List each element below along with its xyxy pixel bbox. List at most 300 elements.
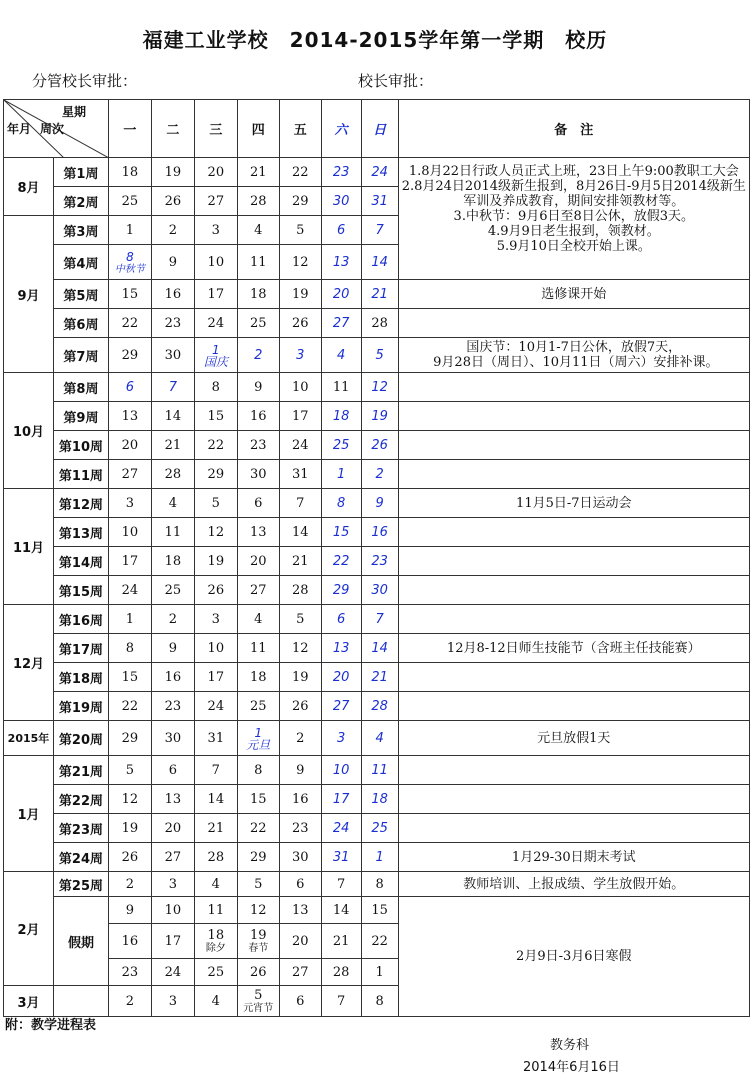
table-row (4, 309, 750, 338)
day-cell: 9 (151, 634, 194, 663)
day-cell: 18 (108, 158, 151, 187)
day-cell: 24 (361, 158, 398, 187)
day-cell: 1 (108, 605, 151, 634)
day-cell: 27 (194, 187, 237, 216)
note-cell: 1.8月22日行政人员正式上班，23日上午9:00教职工大会 2.8月24日2014级新生报到，8月26日-9月5日2014级新生军训及养成教育，期间安排领教材等。 3.中秋节：9月6日至8日公休，放假3天。 4.9月9日老生报到，领教材。 5.9月10日全校开始上课。 (398, 158, 749, 280)
day-cell: 10 (108, 518, 151, 547)
month-nov: 11月 (4, 489, 54, 605)
day-cell: 2 (237, 338, 279, 373)
school-calendar-table (3, 99, 750, 1017)
day-cell: 6 (237, 489, 279, 518)
day-cell: 17 (108, 547, 151, 576)
day-cell: 6 (108, 373, 151, 402)
table-row (4, 547, 750, 576)
day-cell: 25 (151, 576, 194, 605)
week-label: 第9周 (53, 402, 108, 431)
header-day-6: 六 (321, 100, 361, 158)
day-cell: 4 (361, 721, 398, 756)
day-cell: 19 (279, 663, 321, 692)
table-row (4, 663, 750, 692)
table-row (4, 814, 750, 843)
day-cell: 3 (194, 605, 237, 634)
week-label: 第19周 (53, 692, 108, 721)
day-cell: 20 (321, 280, 361, 309)
day-cell: 20 (237, 547, 279, 576)
day-cell-holiday (237, 986, 279, 1017)
note-cell (398, 373, 749, 402)
header-notes: 备 注 (398, 100, 749, 158)
day-cell: 26 (108, 843, 151, 872)
day-cell: 5 (237, 872, 279, 897)
vice-principal-approval: 分管校长审批： (32, 72, 138, 90)
note-cell (398, 663, 749, 692)
week-label: 第20周 (53, 721, 108, 756)
day-cell: 2 (279, 721, 321, 756)
day-cell: 28 (279, 576, 321, 605)
day-cell: 11 (237, 634, 279, 663)
day-cell: 16 (361, 518, 398, 547)
day-cell: 23 (108, 959, 151, 986)
table-row (4, 431, 750, 460)
day-cell: 22 (237, 814, 279, 843)
day-cell: 24 (321, 814, 361, 843)
day-cell: 24 (108, 576, 151, 605)
day-cell: 28 (361, 309, 398, 338)
day-cell: 27 (279, 959, 321, 986)
day-cell: 4 (237, 605, 279, 634)
day-cell-holiday (108, 245, 151, 280)
day-cell: 17 (151, 924, 194, 959)
week-label: 第1周 (53, 158, 108, 187)
day-cell: 21 (321, 924, 361, 959)
week-label: 第17周 (53, 634, 108, 663)
header-day-4: 四 (237, 100, 279, 158)
day-cell: 23 (151, 692, 194, 721)
week-label: 第3周 (53, 216, 108, 245)
day-cell: 30 (151, 721, 194, 756)
day-cell: 9 (237, 373, 279, 402)
day-cell: 6 (321, 216, 361, 245)
day-cell: 15 (108, 280, 151, 309)
day-cell: 2 (108, 986, 151, 1017)
day-cell: 19 (361, 402, 398, 431)
day-cell: 7 (361, 216, 398, 245)
attachment-note: 附：教学进程表 (5, 1018, 97, 1033)
day-cell: 28 (237, 187, 279, 216)
day-cell: 11 (151, 518, 194, 547)
day-cell: 18 (321, 402, 361, 431)
day-cell: 17 (194, 280, 237, 309)
note-cell (398, 756, 749, 785)
day-cell: 22 (361, 924, 398, 959)
note-cell (398, 576, 749, 605)
day-cell: 23 (321, 158, 361, 187)
day-cell: 30 (361, 576, 398, 605)
day-cell: 21 (237, 158, 279, 187)
day-cell-holiday (237, 924, 279, 959)
day-cell: 6 (279, 872, 321, 897)
day-cell: 7 (321, 872, 361, 897)
week-label: 第10周 (53, 431, 108, 460)
day-cell: 4 (321, 338, 361, 373)
table-row (4, 756, 750, 785)
day-cell: 29 (237, 843, 279, 872)
day-cell: 27 (321, 692, 361, 721)
day-cell: 12 (108, 785, 151, 814)
day-cell: 29 (194, 460, 237, 489)
day-cell: 4 (194, 986, 237, 1017)
day-cell: 10 (279, 373, 321, 402)
header-yearmonth-label: 年月 (7, 122, 32, 136)
day-cell: 15 (321, 518, 361, 547)
day-cell: 14 (151, 402, 194, 431)
day-cell: 1 (321, 460, 361, 489)
day-number: 19 (250, 927, 267, 943)
table-row (4, 897, 750, 924)
holiday-name: 中秋节 (114, 263, 145, 275)
holiday-name: 除夕 (205, 942, 226, 954)
day-cell: 14 (279, 518, 321, 547)
month-oct: 10月 (4, 373, 54, 489)
header-day-3: 三 (194, 100, 237, 158)
day-cell: 5 (279, 605, 321, 634)
day-cell: 22 (108, 309, 151, 338)
day-cell: 15 (361, 897, 398, 924)
day-cell: 20 (194, 158, 237, 187)
table-row (4, 634, 750, 663)
day-cell: 12 (194, 518, 237, 547)
month-jan: 1月 (4, 756, 54, 872)
day-cell: 7 (194, 756, 237, 785)
header-day-5: 五 (279, 100, 321, 158)
month-y2015: 2015年 (4, 721, 54, 756)
day-cell: 9 (361, 489, 398, 518)
day-cell: 3 (279, 338, 321, 373)
day-cell: 27 (237, 576, 279, 605)
day-cell: 25 (237, 309, 279, 338)
table-row (4, 785, 750, 814)
note-cell: 11月5日-7日运动会 (398, 489, 749, 518)
header-day-7: 日 (361, 100, 398, 158)
day-cell: 8 (194, 373, 237, 402)
week-label: 第18周 (53, 663, 108, 692)
day-cell: 18 (151, 547, 194, 576)
day-cell: 22 (279, 158, 321, 187)
day-cell-holiday (237, 721, 279, 756)
day-cell: 20 (321, 663, 361, 692)
header-weekday-label: 星期 (62, 105, 87, 119)
week-label: 第25周 (53, 872, 108, 897)
table-row (4, 872, 750, 897)
day-cell: 30 (237, 460, 279, 489)
day-cell: 21 (279, 547, 321, 576)
day-cell: 2 (108, 872, 151, 897)
week-label: 第12周 (53, 489, 108, 518)
day-cell: 27 (151, 843, 194, 872)
day-cell: 23 (279, 814, 321, 843)
day-cell: 26 (151, 187, 194, 216)
day-cell: 12 (279, 634, 321, 663)
week-label: 第4周 (53, 245, 108, 280)
page-title: 福建工业学校 2014-2015学年第一学期 校历 (142, 28, 608, 52)
day-cell-holiday (194, 338, 237, 373)
day-cell: 16 (237, 402, 279, 431)
day-cell: 29 (321, 576, 361, 605)
day-number: 1 (254, 725, 263, 740)
day-cell: 21 (151, 431, 194, 460)
note-cell (398, 402, 749, 431)
day-cell: 9 (279, 756, 321, 785)
day-cell: 13 (279, 897, 321, 924)
day-cell: 6 (151, 756, 194, 785)
week-label: 第13周 (53, 518, 108, 547)
day-cell: 19 (108, 814, 151, 843)
day-cell: 19 (194, 547, 237, 576)
day-cell: 21 (361, 280, 398, 309)
day-cell: 26 (279, 309, 321, 338)
department-sign: 教务科 (550, 1038, 590, 1053)
week-label: 第11周 (53, 460, 108, 489)
day-cell: 10 (321, 756, 361, 785)
day-cell: 30 (321, 187, 361, 216)
day-cell: 1 (361, 959, 398, 986)
day-cell: 12 (279, 245, 321, 280)
day-cell: 17 (321, 785, 361, 814)
day-cell: 13 (151, 785, 194, 814)
vacation-label: 假期 (53, 897, 108, 986)
holiday-name: 春节 (248, 942, 269, 954)
day-cell: 31 (361, 187, 398, 216)
note-cell (398, 460, 749, 489)
day-cell: 1 (108, 216, 151, 245)
day-cell: 11 (321, 373, 361, 402)
holiday-name: 元旦 (246, 737, 271, 752)
day-cell: 5 (108, 756, 151, 785)
week-label-blank (53, 986, 108, 1017)
day-cell: 25 (361, 814, 398, 843)
day-cell: 3 (194, 216, 237, 245)
day-cell: 12 (237, 897, 279, 924)
week-label: 第2周 (53, 187, 108, 216)
note-cell (398, 605, 749, 634)
day-cell: 14 (361, 634, 398, 663)
day-cell: 25 (108, 187, 151, 216)
day-cell: 13 (321, 634, 361, 663)
day-cell: 10 (151, 897, 194, 924)
day-cell: 29 (279, 187, 321, 216)
day-cell: 31 (279, 460, 321, 489)
day-cell: 28 (321, 959, 361, 986)
day-cell: 10 (194, 634, 237, 663)
table-row (4, 280, 750, 309)
day-cell: 9 (108, 897, 151, 924)
day-cell: 5 (194, 489, 237, 518)
day-cell: 28 (361, 692, 398, 721)
day-cell: 4 (194, 872, 237, 897)
week-label: 第24周 (53, 843, 108, 872)
note-cell (398, 431, 749, 460)
day-cell: 9 (151, 245, 194, 280)
table-row (4, 489, 750, 518)
day-cell: 5 (279, 216, 321, 245)
day-cell: 31 (321, 843, 361, 872)
day-cell: 17 (194, 663, 237, 692)
day-cell: 24 (279, 431, 321, 460)
header-day-2: 二 (151, 100, 194, 158)
week-label: 第7周 (53, 338, 108, 373)
day-cell: 12 (361, 373, 398, 402)
issue-date: 2014年6月16日 (523, 1060, 620, 1075)
day-cell: 21 (194, 814, 237, 843)
day-cell: 26 (194, 576, 237, 605)
day-cell: 30 (279, 843, 321, 872)
day-number: 5 (254, 987, 263, 1003)
note-cell: 国庆节：10月1-7日公休，放假7天， 9月28日（周日）、10月11日（周六）安排补课。 (398, 338, 749, 373)
table-row (4, 576, 750, 605)
day-cell: 25 (237, 692, 279, 721)
day-cell: 2 (151, 216, 194, 245)
day-cell: 3 (321, 721, 361, 756)
day-cell: 29 (108, 338, 151, 373)
note-cell: 12月8-12日师生技能节（含班主任技能赛） (398, 634, 749, 663)
day-cell: 14 (321, 897, 361, 924)
note-cell: 2月9日-3月6日寒假 (398, 897, 749, 1017)
day-cell: 15 (237, 785, 279, 814)
day-cell: 2 (151, 605, 194, 634)
day-cell: 8 (361, 986, 398, 1017)
day-cell: 24 (194, 692, 237, 721)
week-label: 第23周 (53, 814, 108, 843)
day-cell: 26 (361, 431, 398, 460)
day-cell-holiday (194, 924, 237, 959)
day-number: 1 (212, 342, 220, 357)
day-cell: 16 (151, 280, 194, 309)
day-cell: 26 (237, 959, 279, 986)
month-sep: 9月 (4, 216, 54, 373)
day-cell: 14 (361, 245, 398, 280)
day-cell: 27 (108, 460, 151, 489)
table-row (4, 721, 750, 756)
table-row (4, 518, 750, 547)
month-feb: 2月 (4, 872, 54, 986)
day-cell: 3 (108, 489, 151, 518)
day-cell: 18 (237, 280, 279, 309)
day-cell: 28 (151, 460, 194, 489)
day-cell: 10 (194, 245, 237, 280)
corner-header-cell (4, 100, 109, 158)
day-cell: 24 (194, 309, 237, 338)
day-cell: 24 (151, 959, 194, 986)
day-cell: 20 (108, 431, 151, 460)
day-cell: 6 (279, 986, 321, 1017)
note-cell (398, 785, 749, 814)
day-cell: 25 (194, 959, 237, 986)
month-aug: 8月 (4, 158, 54, 216)
table-row (4, 338, 750, 373)
day-cell: 15 (194, 402, 237, 431)
day-cell: 3 (151, 986, 194, 1017)
table-row (4, 373, 750, 402)
day-cell: 18 (361, 785, 398, 814)
day-cell: 6 (321, 605, 361, 634)
day-cell: 13 (108, 402, 151, 431)
day-cell: 13 (237, 518, 279, 547)
day-cell: 3 (151, 872, 194, 897)
table-row (4, 843, 750, 872)
day-cell: 26 (279, 692, 321, 721)
day-cell: 29 (108, 721, 151, 756)
week-label: 第14周 (53, 547, 108, 576)
week-label: 第6周 (53, 309, 108, 338)
day-cell: 11 (237, 245, 279, 280)
day-cell: 22 (194, 431, 237, 460)
day-cell: 23 (237, 431, 279, 460)
day-cell: 11 (361, 756, 398, 785)
day-cell: 8 (321, 489, 361, 518)
day-cell: 28 (194, 843, 237, 872)
day-cell: 19 (151, 158, 194, 187)
day-cell: 14 (194, 785, 237, 814)
table-row (4, 402, 750, 431)
day-cell: 2 (361, 460, 398, 489)
principal-approval: 校长审批： (358, 72, 434, 90)
day-cell: 23 (361, 547, 398, 576)
table-row (4, 158, 750, 187)
week-label: 第22周 (53, 785, 108, 814)
note-cell (398, 518, 749, 547)
month-mar: 3月 (4, 986, 54, 1017)
day-cell: 22 (321, 547, 361, 576)
day-cell: 13 (321, 245, 361, 280)
day-cell: 4 (151, 489, 194, 518)
note-cell (398, 309, 749, 338)
table-row (4, 692, 750, 721)
day-cell: 20 (151, 814, 194, 843)
note-cell: 元旦放假1天 (398, 721, 749, 756)
note-cell (398, 814, 749, 843)
day-cell: 7 (361, 605, 398, 634)
table-row (4, 460, 750, 489)
week-label: 第8周 (53, 373, 108, 402)
day-cell: 17 (279, 402, 321, 431)
day-cell: 19 (279, 280, 321, 309)
week-label: 第21周 (53, 756, 108, 785)
day-number: 8 (126, 249, 134, 264)
holiday-name: 元宵节 (243, 1002, 274, 1014)
note-cell: 1月29-30日期末考试 (398, 843, 749, 872)
week-label: 第15周 (53, 576, 108, 605)
day-cell: 16 (108, 924, 151, 959)
day-cell: 7 (279, 489, 321, 518)
day-cell: 15 (108, 663, 151, 692)
day-cell: 8 (361, 872, 398, 897)
note-cell (398, 547, 749, 576)
day-cell: 16 (151, 663, 194, 692)
day-cell: 16 (279, 785, 321, 814)
week-label: 第5周 (53, 280, 108, 309)
day-cell: 21 (361, 663, 398, 692)
month-dec: 12月 (4, 605, 54, 721)
week-label: 第16周 (53, 605, 108, 634)
note-cell: 教师培训、上报成绩、学生放假开始。 (398, 872, 749, 897)
day-number: 18 (207, 927, 225, 943)
day-cell: 11 (194, 897, 237, 924)
day-cell: 27 (321, 309, 361, 338)
day-cell: 30 (151, 338, 194, 373)
day-cell: 7 (151, 373, 194, 402)
day-cell: 31 (194, 721, 237, 756)
day-cell: 20 (279, 924, 321, 959)
